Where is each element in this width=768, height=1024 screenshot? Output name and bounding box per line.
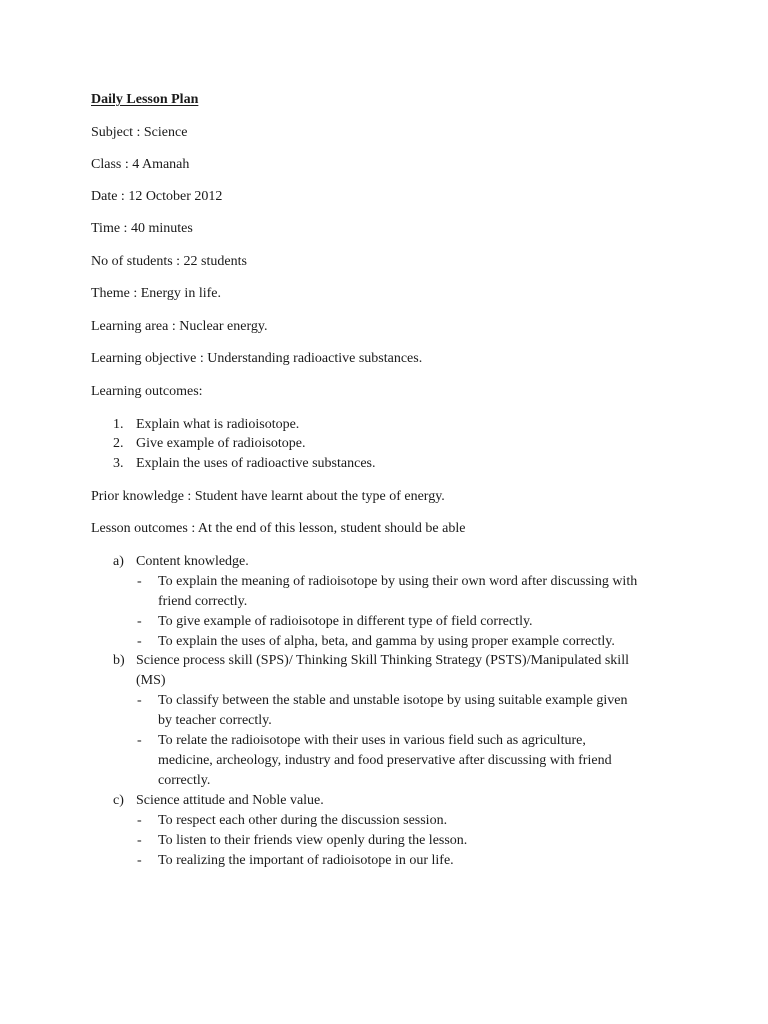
section-heading: Science process skill (SPS)/ Thinking Skill Thinking Strategy (PSTS)/Manipulated skill — [136, 653, 629, 668]
bullet-dash: - — [137, 574, 142, 589]
section-marker: b) — [113, 653, 125, 668]
bullet-dash: - — [137, 693, 142, 708]
list-item: To respect each other during the discussion session. — [158, 813, 448, 828]
bullet-dash: - — [137, 833, 142, 848]
bullet-dash: - — [137, 733, 142, 748]
list-item-continuation: medicine, archeology, industry and food preservative after discussing with friend — [158, 753, 612, 768]
list-item: Explain the uses of radioactive substances. — [136, 456, 376, 471]
list-item-number: 2. — [113, 436, 124, 451]
subject-field: Subject : Science — [91, 125, 188, 140]
section-marker: c) — [113, 793, 124, 808]
learning-objective-field: Learning objective : Understanding radioactive substances. — [91, 351, 423, 366]
learning-outcomes-label: Learning outcomes: — [91, 384, 203, 399]
section-heading-continuation: (MS) — [136, 673, 166, 688]
class-field: Class : 4 Amanah — [91, 157, 190, 172]
list-item: To classify between the stable and unstable isotope by using suitable example given — [158, 693, 628, 708]
bullet-dash: - — [137, 634, 142, 649]
time-field: Time : 40 minutes — [91, 221, 193, 236]
list-item-number: 1. — [113, 417, 124, 432]
list-item-continuation: correctly. — [158, 773, 211, 788]
date-field: Date : 12 October 2012 — [91, 189, 223, 204]
list-item: To relate the radioisotope with their uses in various field such as agriculture, — [158, 733, 586, 748]
list-item: To explain the uses of alpha, beta, and gamma by using proper example correctly. — [158, 634, 615, 649]
list-item: To explain the meaning of radioisotope by using their own word after discussing with — [158, 574, 638, 589]
prior-knowledge-field: Prior knowledge : Student have learnt about the type of energy. — [91, 489, 445, 504]
list-item: Give example of radioisotope. — [136, 436, 306, 451]
students-field: No of students : 22 students — [91, 254, 247, 269]
bullet-dash: - — [137, 813, 142, 828]
list-item-number: 3. — [113, 456, 124, 471]
learning-area-field: Learning area : Nuclear energy. — [91, 319, 268, 334]
theme-field: Theme : Energy in life. — [91, 286, 221, 301]
list-item: To listen to their friends view openly during the lesson. — [158, 833, 468, 848]
list-item: To give example of radioisotope in different type of field correctly. — [158, 614, 533, 629]
bullet-dash: - — [137, 614, 142, 629]
section-heading: Content knowledge. — [136, 554, 249, 569]
lesson-outcomes-label: Lesson outcomes : At the end of this lesson, student should be able — [91, 521, 466, 536]
section-heading: Science attitude and Noble value. — [136, 793, 324, 808]
list-item-continuation: friend correctly. — [158, 594, 248, 609]
document-title: Daily Lesson Plan — [91, 92, 199, 107]
list-item: Explain what is radioisotope. — [136, 417, 300, 432]
bullet-dash: - — [137, 853, 142, 868]
section-marker: a) — [113, 554, 124, 569]
list-item-continuation: by teacher correctly. — [158, 713, 272, 728]
list-item: To realizing the important of radioisotope in our life. — [158, 853, 454, 868]
